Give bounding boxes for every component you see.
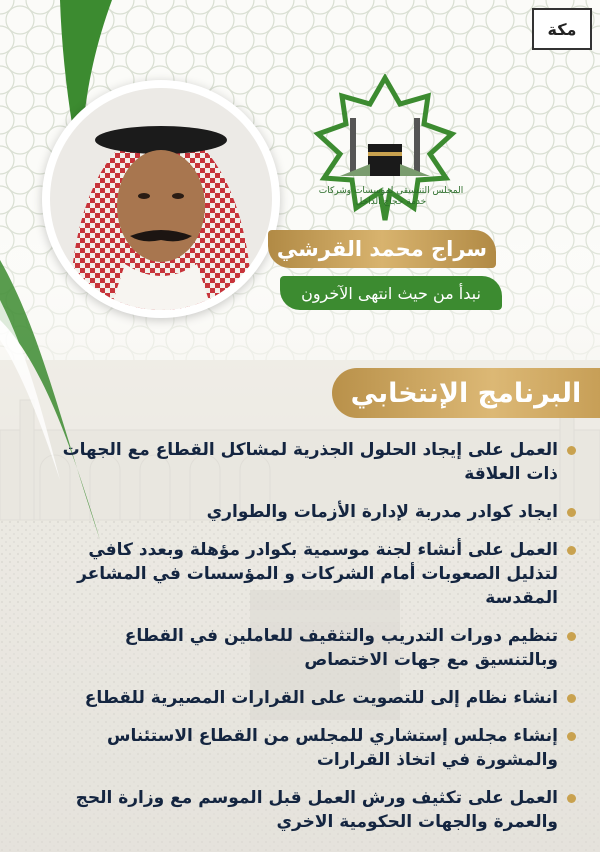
list-item (40, 438, 580, 486)
list-item (40, 624, 580, 672)
list-item (40, 786, 580, 834)
bullet-dot-icon (567, 794, 576, 803)
program-list (40, 438, 580, 848)
bullet-dot-icon (567, 732, 576, 741)
candidate-portrait (42, 80, 280, 318)
candidate-name: سراج محمد القرشي (276, 237, 488, 261)
makkah-logo-icon: مكة (547, 19, 577, 39)
list-item-text: انشاء نظام إلى للتصويت على القرارات المصيرية للقطاع (84, 688, 558, 708)
tagline: نبدأ من حيث انتهى الآخرون (301, 283, 481, 303)
bullet-dot-icon (567, 508, 576, 517)
list-item-text: تنظيم دورات التدريب والتثقيف للعاملين في القطاع وبالتنسيق مع جهات الاختصاص (124, 626, 558, 670)
bullet-dot-icon (567, 694, 576, 703)
portrait-illustration (50, 88, 272, 310)
list-item (40, 500, 580, 524)
program-title: البرنامج الإنتخابي (350, 377, 582, 409)
list-item (40, 724, 580, 772)
candidate-name-banner (268, 230, 496, 268)
list-item-text: العمل على تكثيف ورش العمل قبل الموسم مع وزارة الحج والعمرة والجهات الحكومية الاخري (75, 788, 558, 832)
program-title-banner (332, 368, 600, 418)
list-item-text: العمل على إيجاد الحلول الجذرية لمشاكل القطاع مع الجهات ذات العلاقة (62, 440, 558, 484)
list-item (40, 686, 580, 710)
tagline-banner (280, 276, 502, 310)
list-item-text: العمل على أنشاء لجنة موسمية بكوادر مؤهلة وبعدد كافي لتذليل الصعوبات أمام الشركات و المؤسسات في المشاعر المقدسة (77, 540, 558, 608)
emblem-caption: المجلس التنسيقي لمؤسسات وشركات خدمة حجاج الداخل (318, 186, 464, 207)
list-item-text: إنشاء مجلس إستشاري للمجلس من القطاع الاستئناس والمشورة في اتخاذ القرارات (106, 726, 558, 770)
bullet-dot-icon (567, 546, 576, 555)
bullet-dot-icon (567, 632, 576, 641)
bullet-dot-icon (567, 446, 576, 455)
list-item-text: ايجاد كوادر مدربة لإدارة الأزمات والطواري (206, 502, 558, 522)
list-item (40, 538, 580, 610)
makkah-logo (532, 8, 592, 50)
